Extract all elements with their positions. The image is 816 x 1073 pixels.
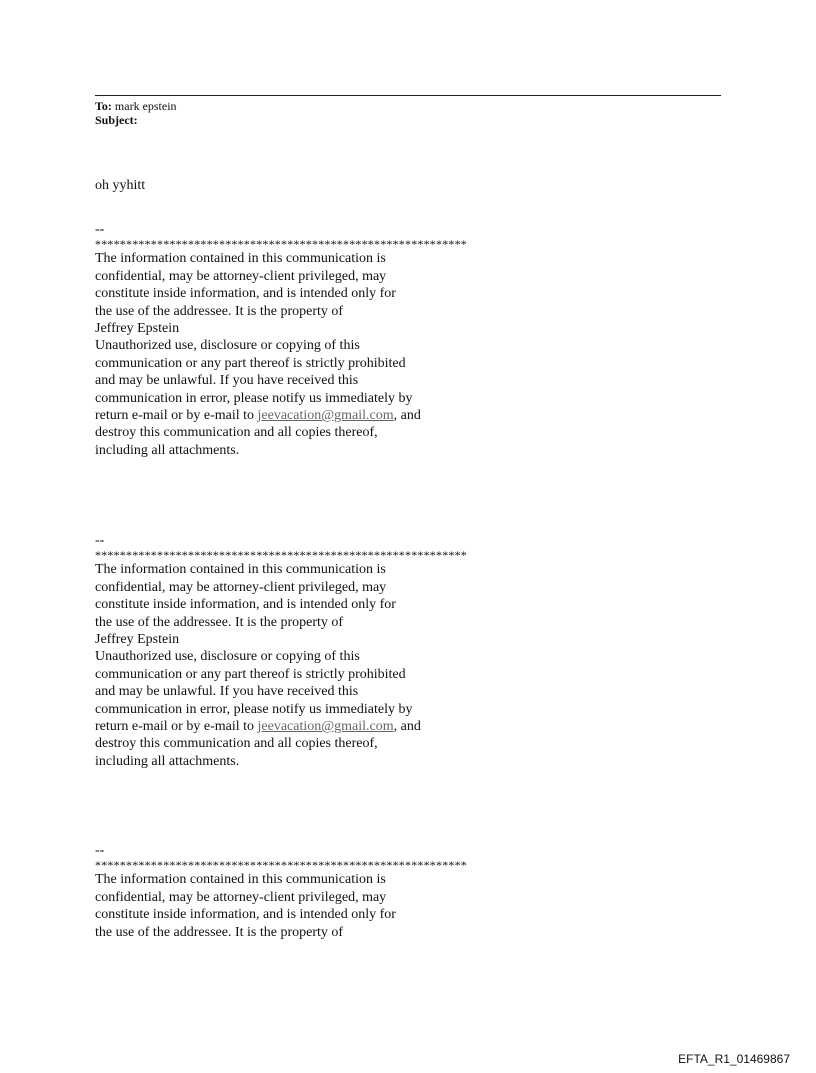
signature-line: the use of the addressee. It is the property of [95,303,344,319]
signature-dashes: -- [95,533,105,548]
signature-line: destroy this communication and all copies thereof, [95,736,378,752]
signature-line: constitute inside information, and is intended only for [95,597,396,613]
signature-dashes: -- [95,843,105,858]
to-line [95,99,177,113]
signature-line: The information contained in this communication is [95,251,386,267]
return-prefix: return e-mail or by e-mail to [95,408,258,424]
signature-line: including all attachments. [95,753,240,769]
email-link[interactable]: jeevacation@gmail.com [257,719,394,735]
signature-line: destroy this communication and all copies thereof, [95,425,378,441]
signature-line: communication or any part thereof is strictly prohibited [95,355,406,371]
to-value: mark epstein [114,99,177,113]
signature-line: constitute inside information, and is intended only for [95,907,396,923]
signature-dashes: -- [95,222,105,237]
signature-return-line [95,718,615,735]
signature-block-3 [95,842,615,941]
signature-line: The information contained in this communication is [95,562,386,578]
return-suffix: , and [393,408,421,424]
signature-line: constitute inside information, and is intended only for [95,286,396,302]
signature-stars: ************************************************************ [95,237,467,252]
to-label: To: [95,99,112,113]
signature-line: the use of the addressee. It is the property of [95,614,344,630]
subject-label: Subject: [95,113,138,127]
signature-line: confidential, may be attorney-client privileged, may [95,889,387,905]
signature-return-line [95,407,615,424]
signature-block-1 [95,221,615,459]
return-suffix: , and [393,719,421,735]
signature-line: and may be unlawful. If you have received this [95,684,359,700]
email-link[interactable]: jeevacation@gmail.com [257,408,394,424]
header-rule [95,95,721,96]
signature-line: including all attachments. [95,442,240,458]
signature-line: communication in error, please notify us immediately by [95,701,413,717]
signature-line: The information contained in this communication is [95,872,386,888]
signature-stars: ************************************************************ [95,858,467,873]
signature-line: confidential, may be attorney-client privileged, may [95,268,387,284]
signature-line: communication or any part thereof is strictly prohibited [95,666,406,682]
signature-line: communication in error, please notify us immediately by [95,390,413,406]
signature-line: Unauthorized use, disclosure or copying of this [95,649,360,665]
signature-line: Jeffrey Epstein [95,321,180,337]
signature-line: the use of the addressee. It is the property of [95,924,344,940]
return-prefix: return e-mail or by e-mail to [95,719,258,735]
signature-block-2 [95,532,615,770]
message-body: oh yyhitt [95,178,146,193]
signature-line: Unauthorized use, disclosure or copying of this [95,338,360,354]
signature-line: Jeffrey Epstein [95,632,180,648]
document-id: EFTA_R1_01469867 [678,1052,790,1066]
signature-line: and may be unlawful. If you have received this [95,373,359,389]
subject-line [95,113,138,127]
signature-line: confidential, may be attorney-client privileged, may [95,579,387,595]
signature-stars: ************************************************************ [95,548,467,563]
